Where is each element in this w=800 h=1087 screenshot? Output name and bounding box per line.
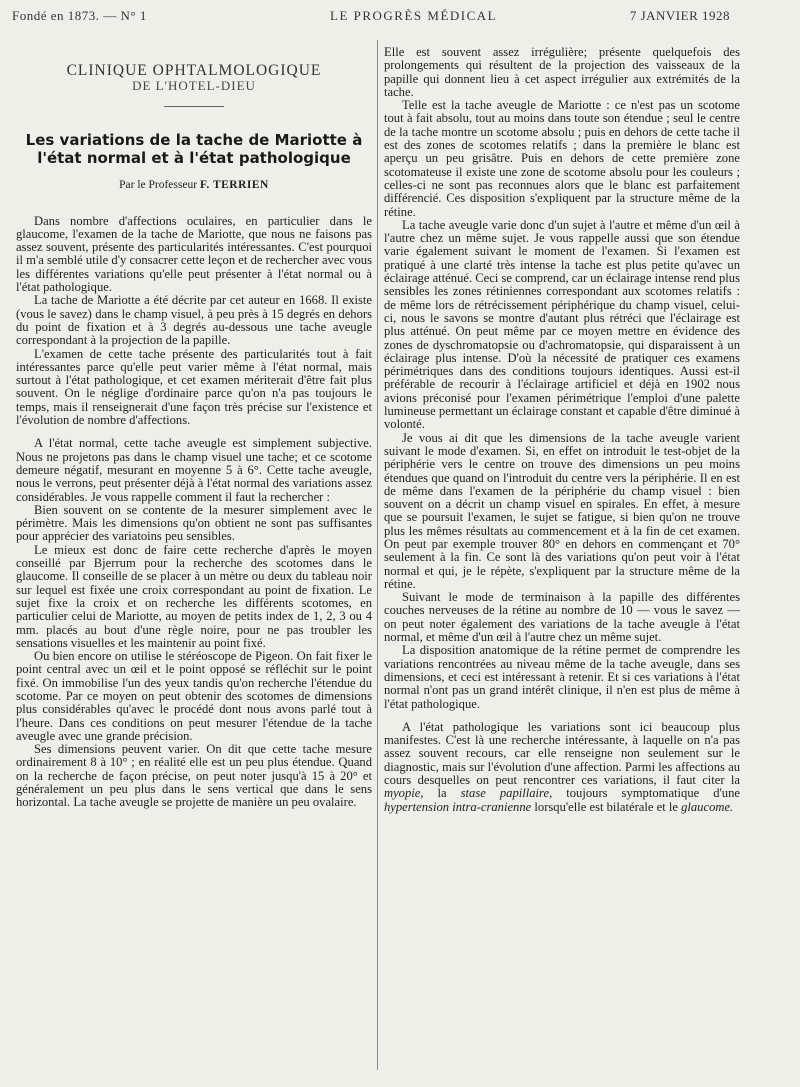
paragraph: Elle est souvent assez irrégulière; présente quelquefois des prolongements qui résultent de la projection des vaisseaux de la papille qui donnent lieu à cet aspect irrégulier aux extrémités de la tache. bbox=[384, 45, 740, 99]
italic-term: myopie, bbox=[384, 786, 424, 801]
italic-term: stase papillaire, bbox=[460, 786, 553, 801]
paragraph: Le mieux est donc de faire cette recherche d'après le moyen conseillé par Bjerrum pour la recherche des scotomes dans le glaucome. Il conseille de se placer à un mètre ou deux du tableau noir sur lequel est fixée une croix correspondant au point de fixation. Le sujet fixe la croix et on recherche les différents scotomes, en particulier celui de Mariotte, au moyen de petits index de 1, 2, 3 ou 4 mm. placés au bout d'une règle noire, pour ne pas troubler les sensations visuelles et les maintenir au point fixé. bbox=[16, 542, 372, 650]
paragraph: Suivant le mode de terminaison à la papille des différentes couches nerveuses de la rétine au nombre de 10 — vous le savez — on peut noter également des variations de la tache aveugle à l'état normal, et même d'un œil à l'autre chez un même sujet. bbox=[384, 590, 740, 645]
paragraph: La tache de Mariotte a été décrite par cet auteur en 1668. Il existe (vous le savez) dans le champ visuel, à peu près à 15 degrés en dehors du point de fixation et à 3 degrés au-dessous une tache aveugle correspondant à la projection de la papille. bbox=[16, 293, 372, 348]
section-subtitle: DE L'HOTEL-DIEU bbox=[132, 78, 256, 93]
text-run: lorsqu'elle est bilatérale et le bbox=[531, 799, 682, 814]
paragraph-pathologique bbox=[384, 721, 740, 814]
text-run: la bbox=[423, 786, 461, 801]
paragraph: La disposition anatomique de la rétine permet de comprendre les variations rencontrées au niveau même de la tache aveugle, dans ses dimensions, et ceci est intéressant à retenir. Et si ces variations à l'état normal n'ont pas un grand intérêt clinique, il n'en est plus de même à l'état pathologique. bbox=[384, 643, 740, 711]
paragraph: Ou bien encore on utilise le stéréoscope de Pigeon. On fait fixer le point central avec un œil et le point opposé se réfléchit sur le point fixé. On immobilise l'un des yeux tandis qu'on recherche l'étendue du scotome. Par ce moyen on peut obtenir des scotomes de dimensions plus considérables qu'avec le procédé dont nous avons parlé tout à l'heure. Dans ces conditions on peut mesurer l'étendue de la tache aveugle avec une grande précision. bbox=[16, 649, 372, 743]
article-title: Les variations de la tache de Mariotte à l'état normal et à l'état pathologique bbox=[25, 131, 363, 168]
journal-title: LE PROGRÈS MÉDICAL bbox=[330, 8, 498, 23]
paragraph: Dans nombre d'affections oculaires, en particulier dans le glaucome, l'examen de la tache de Mariotte, que nous ne faisons pas assez souvent, présente des particularités intéressantes. C'est pourquoi il m'a semblé utile d'y consacrer cette leçon et de rechercher avec vous les différentes variations qu'elle peut présenter à l'état normal ou à l'état pathologique. bbox=[16, 213, 372, 295]
paragraph: La tache aveugle varie donc d'un sujet à l'autre et même d'un œil à l'autre chez un même sujet. Je vous rappelle aussi que son étendue varie également suivant le moment de l'examen. Si l'examen est pratiqué à une clarté très intense la tache est plus petite qu'avec un éclairage atténué. Ceci se comprend, car un éclairage intense rend plus sensibles les zones rétiniennes correspondant aux scotomes relatifs : de même lors de rétrécissement périphérique du champ visuel, celui-ci, nous le savons se montre d'autant plus rétréci que l'éclairage est plus atténué. On peut même par ce moyen mettre en évidence des zones de dyschromatopsie ou d'achromatopsie, qui disparaissent à un éclairage plus intense. D'où la nécessité de pratiquer ces examens périmétriques dans des conditions toujours identiques. Aussi est-il préférable de recourir à l'éclairage artificiel et déjà en 1902 nous avions préconisé pour l'examen périmétrique l'emploi d'une palette lumineuse permettant un éclairage constant et capable d'être diminué à volonté. bbox=[384, 217, 740, 432]
section-divider bbox=[164, 106, 224, 107]
right-column bbox=[384, 46, 740, 814]
paragraph: Bien souvent on se contente de la mesurer simplement avec le périmètre. Mais les dimensions qu'on obtient ne sont pas suffisantes pour apprécier des variatoins peu sensibles. bbox=[16, 502, 372, 544]
left-column bbox=[16, 40, 372, 810]
column-divider bbox=[377, 40, 378, 1070]
page-header bbox=[12, 8, 730, 28]
paragraph: Telle est la tache aveugle de Mariotte : ce n'est pas un scotome tout à fait absolu, tout au moins dans toute son étendue ; seul le centre de la tache montre un scotome absolu ; puis en dehors de cette tache il est des zones de scotomes relatifs ; dans la première le blanc est aperçu un peu grisâtre. Puis en dehors de cette première zone scotomateuse il existe une zone de scotome absolu pour les couleurs ; celles-ci ne sont pas reconnues alors que le blanc est parfaitement différencié. Ces disposition s'expliquent par la structure même de la rétine. bbox=[384, 98, 740, 219]
header-founded: Fondé en 1873. — N° 1 bbox=[12, 8, 147, 23]
author-name: F. TERRIEN bbox=[199, 179, 269, 192]
paragraph: A l'état normal, cette tache aveugle est simplement subjective. Nous ne projetons pas dans le champ visuel une tache; et ce scotome demeure négatif, mesurant en moyenne 5 à 6°. Cette tache aveugle, nous le verrons, peut présenter déjà à l'état normal des variations assez considérables. Je vous rappelle comment il faut la rechercher : bbox=[16, 436, 372, 504]
text-run: A l'état pathologique les variations sont ici beaucoup plus manifestes. C'est là une recherche intéressante, à laquelle on n'a pas assez souvent recours, car elle renseigne non seulement sur le diagnostic, mais sur l'évolution d'une affection. Parmi les affections au cours desquelles on peut rencontrer ces variations, il faut citer la bbox=[384, 719, 740, 788]
section-title: CLINIQUE OPHTALMOLOGIQUE bbox=[66, 62, 322, 79]
byline-prefix: Par le Professeur bbox=[119, 179, 198, 192]
header-date: 7 JANVIER 1928 bbox=[629, 8, 730, 23]
paragraph: Je vous ai dit que les dimensions de la tache aveugle varient suivant le mode d'examen. Si, en effet on introduit le test-objet de la périphérie vers le centre on trouve des dimensions un peu moins étendues que quand on l'introduit du centre vers la périphérie. Il en est de même dans l'examen de la périphérie du champ visuel : bien souvent on a décrit un champ visuel en spirales. En effet, à mesure que se poursuit l'examen, le sujet se fatigue, si bien qu'on ne trouve plus les mêmes résultats au commencement et à la fin de cet examen. On peut par exemple trouver 80° en dehors en commençant et 70° seulement à la fin. Ce sont là des variations qu'on peut voir à l'état normal et qui, je le répète, s'expliquent par la structure même de la rétine. bbox=[384, 430, 740, 591]
italic-term: hypertension intra-cranienne bbox=[384, 799, 532, 814]
text-run: toujours symptomatique d'une bbox=[552, 786, 740, 801]
paragraph: Ses dimensions peuvent varier. On dit que cette tache mesure ordinairement 8 à 10° ; en réalité elle est un peu plus étendue. Quand on la recherche de façon précise, on peut noter jusqu'à 15 à 20° et généralement un peu plus dans le sens vertical que dans le sens horizontal. La tache aveugle se projette de manière un peu ovalaire. bbox=[16, 742, 372, 810]
paragraph: L'examen de cette tache présente des particularités tout à fait intéressantes parce qu'elle peut varier même à l'état normal, mais surtout à l'état pathologique, et cet examen mériterait d'être fait plus souvent. On le néglige d'ordinaire parce qu'on n'a pas toujours le temps, mais il renseignerait d'une façon très précise sur l'existence et l'évolution de nombre d'affections. bbox=[16, 346, 372, 428]
italic-term: glaucome. bbox=[681, 799, 734, 814]
byline bbox=[16, 179, 372, 192]
